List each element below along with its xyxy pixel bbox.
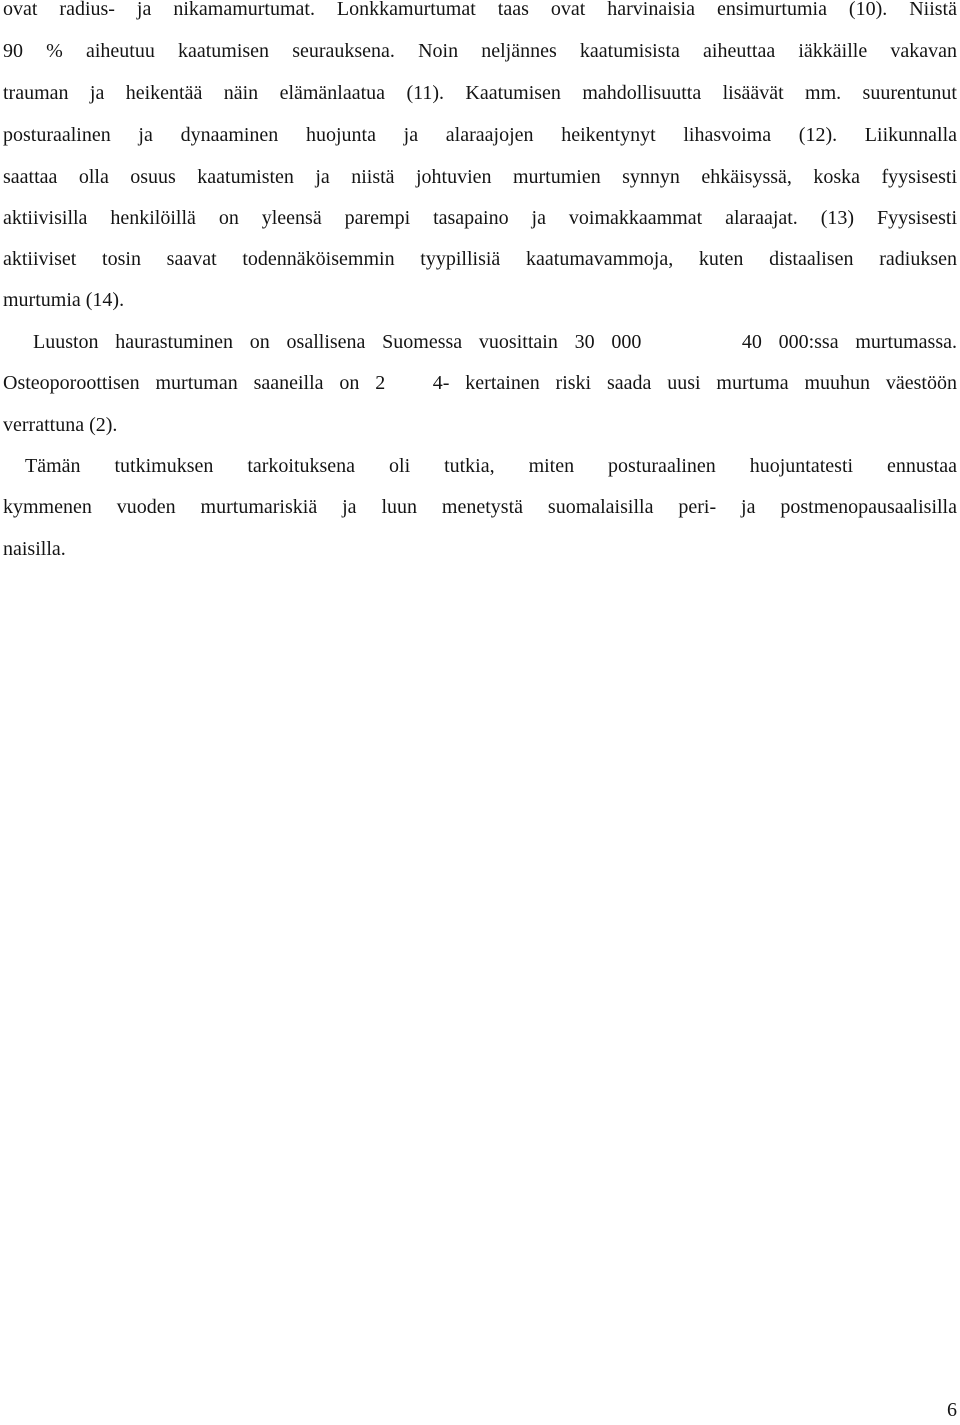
- text-line-11: verrattuna (2).: [3, 414, 118, 436]
- text-line-5: saattaa olla osuus kaatumisten ja niistä johtuvien murtumien synnyn ehkäisyssä, koska fyysisesti: [3, 166, 957, 188]
- text-line-6: aktiivisilla henkilöillä on yleensä parempi tasapaino ja voimakkaammat alaraajat. (13) Fyysisesti: [3, 207, 957, 229]
- text-line-12: Tämän tutkimuksen tarkoituksena oli tutkia, miten posturaalinen huojuntatesti ennustaa: [25, 455, 957, 477]
- text-line-14: naisilla.: [3, 538, 66, 560]
- text-line-13: kymmenen vuoden murtumariskiä ja luun menetystä suomalaisilla peri- ja postmenopausaalisilla: [3, 496, 957, 518]
- text-line-2: 90 % aiheutuu kaatumisen seurauksena. Noin neljännes kaatumisista aiheuttaa iäkkäille vakavan: [3, 40, 957, 62]
- text-line-9: Luuston haurastuminen on osallisena Suomessa vuosittain 30 000 40 000:ssa murtumassa.: [33, 331, 957, 353]
- text-line-8: murtumia (14).: [3, 289, 125, 311]
- text-line-1: ovat radius- ja nikamamurtumat. Lonkkamurtumat taas ovat harvinaisia ensimurtumia (10). Niistä: [3, 0, 957, 20]
- text-line-4: posturaalinen ja dynaaminen huojunta ja alaraajojen heikentynyt lihasvoima (12). Liikunnalla: [3, 124, 957, 146]
- text-line-3: trauman ja heikentää näin elämänlaatua (11). Kaatumisen mahdollisuutta lisäävät mm. suurentunut: [3, 82, 957, 104]
- page-number: 6: [947, 1399, 957, 1421]
- text-line-10: Osteoporoottisen murtuman saaneilla on 2 4- kertainen riski saada uusi murtuma muuhun väestöön: [3, 372, 957, 394]
- text-line-7: aktiiviset tosin saavat todennäköisemmin tyypillisiä kaatumavammoja, kuten distaalisen radiuksen: [3, 248, 957, 270]
